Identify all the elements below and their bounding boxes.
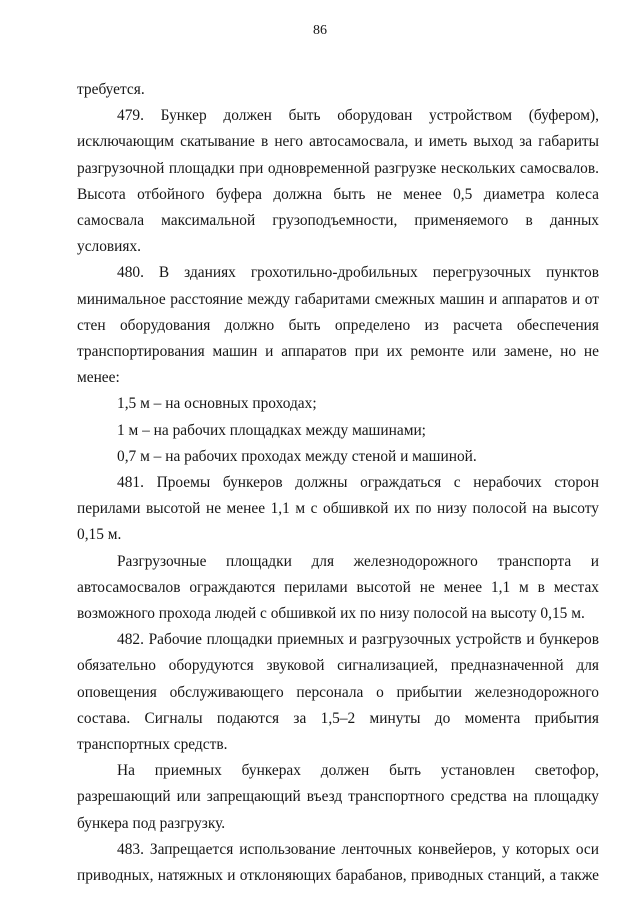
document-body (77, 77, 599, 889)
paragraph-continuation: требуется. (77, 81, 145, 98)
list-item: 0,7 м – на рабочих проходах между стеной и машиной. (117, 447, 477, 465)
paragraph-481: 481. Проемы бункеров должны ограждаться с нерабочих сторон перилами высотой не менее 1,1 м с обшивкой их по низу полосой на высоту 0,15 м. (77, 474, 599, 544)
paragraph-479: 479. Бункер должен быть оборудован устройством (буфером), исключающим скатывание в него автосамосвала, и иметь выход за габариты разгрузочной площадки при одновременной разгрузке нескольких самосвалов. Высота отбойного буфера должна быть не менее 0,5 диаметра колеса самосвала максимальной грузоподъемности, применяемого в данных условиях. (77, 107, 599, 256)
page-number: 86 (313, 23, 327, 38)
paragraph-482-continued: На приемных бункерах должен быть установлен светофор, разрешающий или запрещающий въезд транспортного средства на площадку бункера под разгрузку. (77, 762, 599, 832)
paragraph-483: 483. Запрещается использование ленточных конвейеров, у которых оси приводных, натяжных и отклоняющих барабанов, приводных станций, а также (77, 840, 599, 885)
list-item: 1,5 м – на основных проходах; (117, 395, 317, 413)
paragraph-480: 480. В зданиях грохотильно-дробильных перегрузочных пунктов минимальное расстояние между габаритами смежных машин и аппаратов и от стен оборудования должно быть определено из расчета обеспечения транспортирования машин и аппаратов при их ремонте или замене, но не менее: (77, 264, 599, 387)
paragraph-481-continued: Разгрузочные площадки для железнодорожного транспорта и автосамосвалов ограждаются перилами высотой не менее 1,1 м в местах возможного прохода людей с обшивкой их по низу полосой на высоту 0,15 м. (77, 552, 599, 623)
list-item: 1 м – на рабочих площадках между машинами; (117, 421, 426, 439)
paragraph-482: 482. Рабочие площадки приемных и разгрузочных устройств и бункеров обязательно оборудуются звуковой сигнализацией, предназначенной для оповещения обслуживающего персонала о прибытии железнодорожного состава. Сигналы подаются за 1,5–2 минуты до момента прибытия транспортных средств. (77, 631, 599, 754)
